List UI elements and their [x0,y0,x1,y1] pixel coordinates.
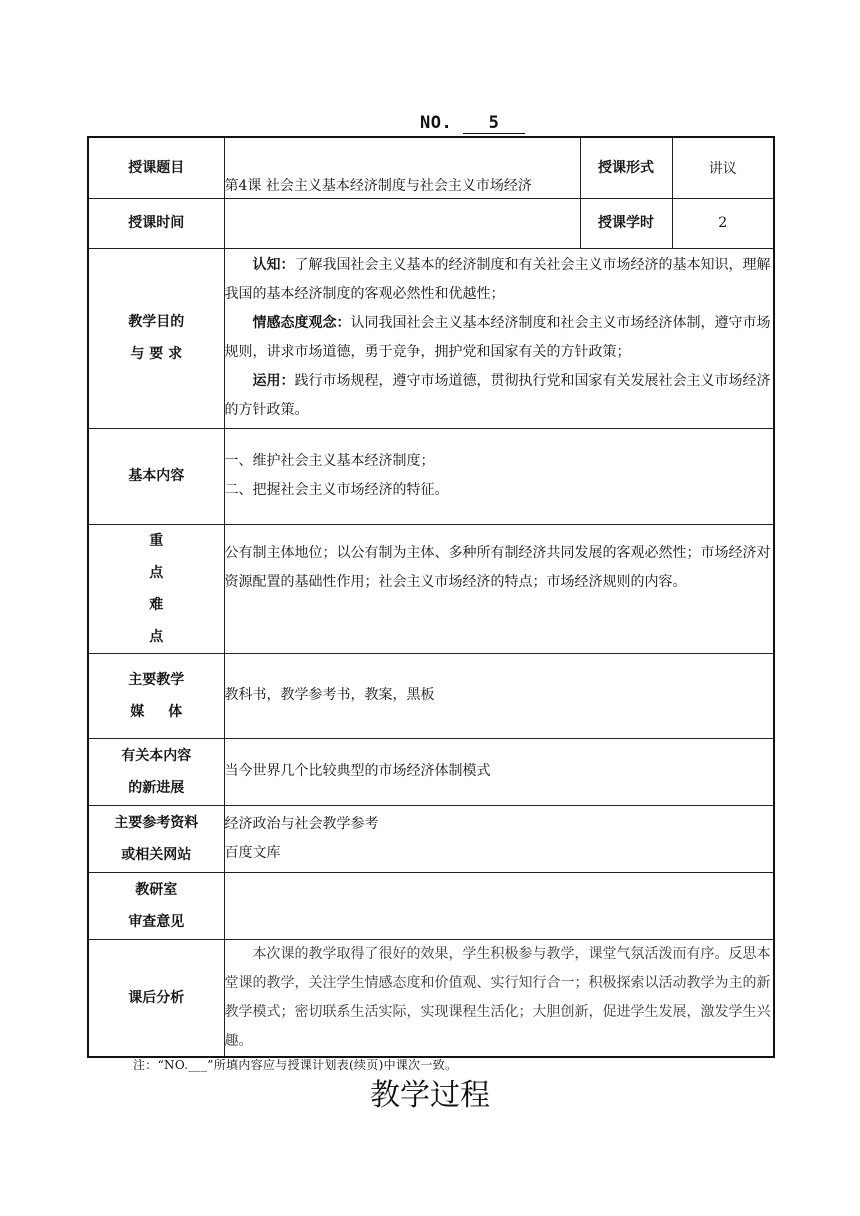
key-points-label-line2: 难点 [149,596,200,645]
lesson-number [420,113,525,134]
media-label-line2: 媒体 [130,703,207,720]
row-time [88,198,774,248]
time-value [224,198,580,248]
content-item-2: 二、把握社会主义市场经济的特征。 [224,482,449,498]
objectives-content [224,248,774,428]
objectives-label-line1: 教学目的 [128,314,185,330]
review-label [88,872,224,939]
media-text: 教科书，教学参考书，教案，黑板 [224,653,774,738]
section-title: 教学过程 [370,1078,490,1113]
row-objectives [88,248,774,428]
media-label [88,653,224,738]
row-review [88,872,774,939]
references-label-line2: 或相关网站 [121,846,192,863]
content-item-1: 一、维护社会主义基本经济制度； [224,453,435,469]
analysis-text: 本次课的教学取得了很好的效果，学生积极参与教学，课堂气氛活泼而有序。反思本堂课的教学，关注学生情感态度和价值观、实行知行合一；积极探索以活动教学为主的新教学模式；密切联系生活实际，实现课程生活化；大胆创新，促进学生发展，激发学生兴趣。 [224,945,771,1049]
hours-value: 2 [672,198,774,248]
objectives-label-line2: 与 要 求 [130,346,183,362]
content-label: 基本内容 [88,428,224,524]
objective-application: 运用：践行市场规程，遵守市场道德，贯彻执行党和国家有关发展社会主义市场经济的方针政策。 [224,373,771,418]
lesson-number-label: NO. [420,113,453,133]
row-topic [88,137,774,198]
review-label-line2: 审查意见 [128,913,185,930]
references-label-line1: 主要参考资料 [114,814,199,831]
row-analysis [88,939,774,1057]
topic-value [224,137,580,198]
progress-label [88,738,224,805]
row-content [88,428,774,524]
review-label-line1: 教研室 [135,881,178,898]
progress-text: 当今世界几个比较典型的市场经济体制模式 [224,738,774,805]
references-list [224,805,774,872]
analysis-content [224,939,774,1057]
media-label-line1: 主要教学 [128,671,185,688]
reference-item-2: 百度文库 [224,844,281,861]
objectives-label [88,248,224,428]
topic-text: 第4课 社会主义基本经济制度与社会主义市场经济 [224,177,532,194]
row-references [88,805,774,872]
key-points-label [88,524,224,653]
lesson-number-value: 5 [463,113,525,134]
key-points-text: 公有制主体地位；以公有制为主体、多种所有制经济共同发展的客观必然性；市场经济对资源配置的基础性作用；社会主义市场经济的特点；市场经济规则的内容。 [224,524,774,653]
reference-item-1: 经济政治与社会教学参考 [224,815,379,832]
review-text [224,872,774,939]
time-label: 授课时间 [88,198,224,248]
lesson-plan-table [87,136,775,1058]
form-label: 授课形式 [580,137,672,198]
form-value: 讲议 [672,137,774,198]
topic-label: 授课题目 [88,137,224,198]
row-progress [88,738,774,805]
key-points-label-line1: 重点 [149,532,200,581]
progress-label-line2: 的新进展 [128,779,185,796]
row-media [88,653,774,738]
row-key-points [88,524,774,653]
references-label [88,805,224,872]
objective-attitude: 情感态度观念：认同我国社会主义基本经济制度和社会主义市场经济体制，遵守市场规则，讲求市场道德，勇于竞争，拥护党和国家有关的方针政策； [224,315,771,360]
content-list [224,428,774,524]
progress-label-line1: 有关本内容 [121,747,192,764]
footnote: 注：“NO.___”所填内容应与授课计划表(续页)中课次一致。 [133,1058,458,1072]
objective-cognition: 认知：了解我国社会主义基本的经济制度和有关社会主义市场经济的基本知识，理解我国的基本经济制度的客观必然性和优越性； [224,257,771,302]
analysis-label: 课后分析 [88,939,224,1057]
hours-label: 授课学时 [580,198,672,248]
